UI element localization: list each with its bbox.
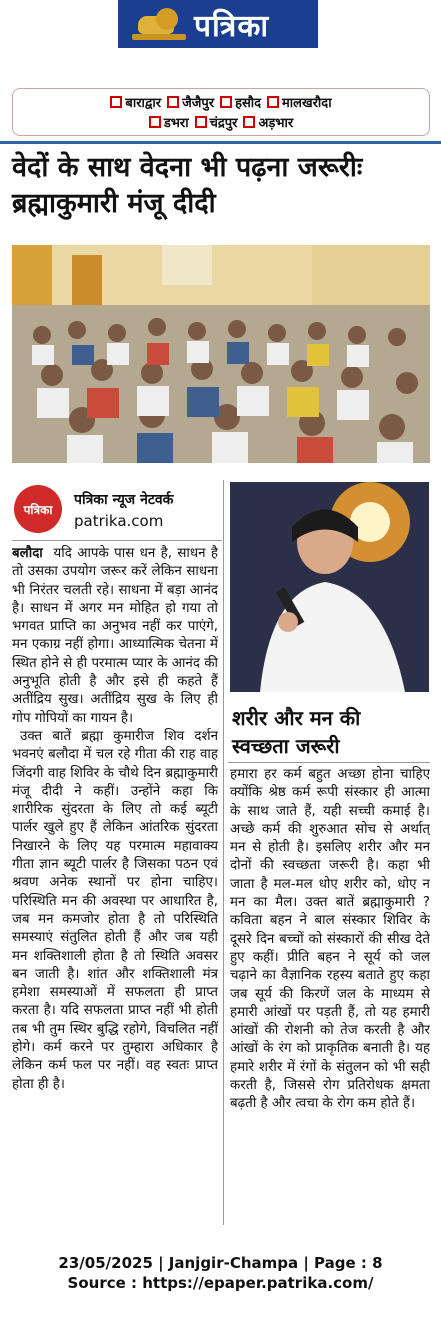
location-tag: [267, 93, 332, 111]
square-bullet-icon: [267, 96, 279, 108]
footer: [0, 1253, 441, 1293]
masthead: [118, 0, 318, 48]
location-tag-label: बाराद्वार: [125, 96, 162, 111]
location-tag-label: मालखरौदा: [282, 96, 332, 111]
location-tag: [195, 113, 238, 131]
location-tag-label: अड़भार: [258, 116, 294, 131]
subhead-rule: [228, 762, 430, 763]
headline-line-2: ब्रह्माकुमारी मंजू दीदी: [12, 188, 216, 219]
square-bullet-icon: [220, 96, 232, 108]
article-para-1: [12, 545, 218, 728]
patrika-logo-badge: पत्रिका: [14, 485, 62, 533]
lion-icon: [132, 4, 188, 44]
headline: [12, 150, 432, 222]
square-bullet-icon: [195, 116, 207, 128]
location-tag-label: जैजैपुर: [182, 96, 215, 111]
square-bullet-icon: [149, 116, 161, 128]
speaker-photo: [230, 482, 429, 692]
column-divider: [223, 480, 224, 1225]
location-tag-label: हसौद: [235, 96, 262, 111]
tag-row-2: [13, 113, 429, 131]
article-body: [12, 545, 218, 1225]
location-tag: [167, 93, 214, 111]
speaker-photo-art: [230, 482, 429, 692]
location-tag: [110, 93, 161, 111]
article-para-2: उक्त बातें ब्रह्मा कुमारीज शिव दर्शन भवनएं बलौदा में चल रहे गीता की राह वाह जिंदगी वाह शिविर के चौथे दिन ब्रह्माकुमारी मंजू दीदी ने कहीं। उन्होंने कहा कि शारीरिक सुंदरता के लिए तो कई ब्यूटी पार्लर खुले हुए हैं लेकिन आंतरिक सुंदरता निखारने के लिए यह परमात्म महावाक्य गीता ज्ञान ब्यूटी पार्लर है जिसका पठन एवं श्रवण अनेक स्थानों पर होना चाहिए। परिस्थिति मन की अवस्था पर आधारित है, जब मन कमजोर होता है तो परिस्थिति समस्याएं संतुलित होती हैं और जब यही मन शक्तिशाली होता है तो स्थिति अवसर बन जाती है। शांत और शक्तिशाली मंत्र हमेशा समस्याओं में सफलता ही प्राप्त करता है। यदि सफलता प्राप्त नहीं भी होती तब भी तुम स्थिर बुद्धि रहोगे, विचलित नहीं होगे। कर्म करने पर तुम्हारा अधिकार है लेकिन कर्म फल पर नहीं। वह स्वतः प्राप्त होता ही है।: [12, 728, 218, 1092]
audience-photo-art: [12, 245, 430, 463]
location-tags: [12, 88, 430, 136]
location-tag-label: चंद्रपुर: [209, 116, 238, 131]
byline-rule: [12, 540, 222, 541]
byline-website: patrika.com: [74, 512, 164, 530]
section-divider: [0, 141, 441, 144]
square-bullet-icon: [110, 96, 122, 108]
sidebar-subhead: [232, 704, 432, 760]
dateline: बलौदा: [12, 546, 43, 561]
footer-source: Source : https://epaper.patrika.com/: [67, 1274, 374, 1292]
sidebar-subhead-line-1: शरीर और मन की: [232, 706, 361, 730]
tag-row-1: [13, 93, 429, 111]
headline-line-1: वेदों के साथ वेदना भी पढ़ना जरूरीः: [12, 152, 363, 183]
location-tag: [220, 93, 261, 111]
location-tag: [149, 113, 189, 131]
sidebar-body: हमारा हर कर्म बहुत अच्छा होना चाहिए क्योंकि श्रेष्ठ कर्म रूपी संस्कार ही आत्मा के साथ जाते हैं, यही सच्ची कमाई है। अच्छे कर्म की शुरुआत सोच से अर्थात् मन से होती है। इसलिए शरीर और मन दोनों की स्वच्छता जरूरी है। कहा भी जाता है मल-मल धोए शरीर को, धोए न मन का मैल। उक्त बातें ब्रह्माकुमारी ? कविता बहन ने बाल संस्कार शिविर के दूसरे दिन बच्चों को संस्कारों की सीख देते हुए कहीं। प्रीति बहन ने सूर्य को जल चढ़ाने का वैज्ञानिक रहस्य बताते हुए कहा जब सूर्य की किरणें जल के माध्यम से हमारी आंखों पर पड़ती हैं, तो यह हमारी आंखों की रोशनी को तेज करती है और आंखों के रंग को प्राकृतिक बनाती है। यह हमारे शरीर में रंगों के संतुलन को भी सही करती है, जिससे रोग प्रतिरोधक क्षमता बढ़ती है और त्वचा के रोग कम होते हैं।: [230, 767, 430, 1112]
location-tag: [243, 113, 293, 131]
byline-agency: पत्रिका न्यूज नेटवर्क: [74, 492, 174, 508]
footer-meta: 23/05/2025 | Janjgir-Champa | Page : 8: [58, 1254, 383, 1272]
brand-name: पत्रिका: [194, 8, 270, 44]
square-bullet-icon: [167, 96, 179, 108]
audience-photo: [12, 245, 430, 463]
article-para-1-text: यदि आपके पास धन है, साधन है तो उसका उपयोग जरूर करें लेकिन साधना भी निरंतर चलती रहे। साधना में बड़ा आनंद है। साधन में अगर मन मोहित हो गया तो भगवत प्राप्ति का अनुभव नहीं कर पाएंगे, मन एकाग्र नहीं होगा। आध्यात्मिक चेतना में स्थित होने से ही परमात्म प्यार के आनंद की अनुभूति होती है और इसे ही कहते हैं अतींद्रिय सुख। अतींद्रिय सुख के लिए ही गोप गोपियों का गायन है।: [12, 546, 218, 726]
location-tag-label: डभरा: [163, 116, 189, 131]
sidebar-subhead-line-2: स्वच्छता जरूरी: [232, 734, 340, 758]
square-bullet-icon: [243, 116, 255, 128]
